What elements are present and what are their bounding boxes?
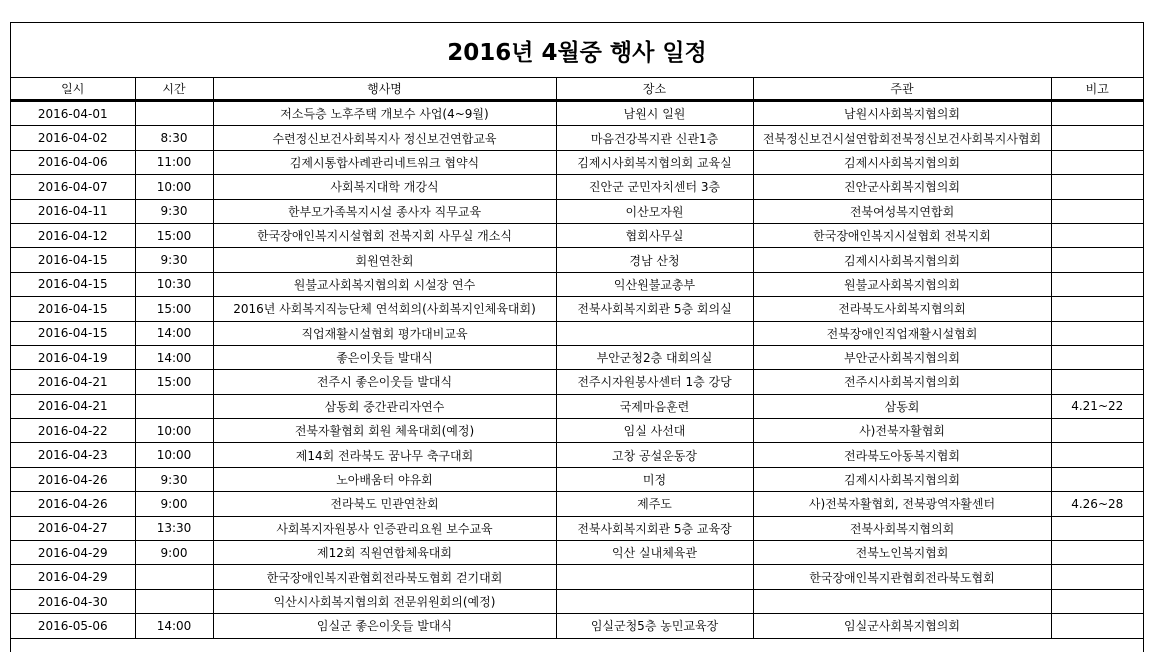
cell-time: 9:30 [135, 248, 213, 272]
cell-event: 익산시사회복지협의회 전문위원회의(예정) [213, 589, 556, 613]
cell-date: 2016-04-12 [11, 223, 135, 247]
table-row [11, 175, 1143, 199]
cell-date: 2016-04-15 [11, 321, 135, 345]
table-row [11, 467, 1143, 491]
cell-date: 2016-04-07 [11, 175, 135, 199]
cell-host: 전북장애인직업재활시설협회 [753, 321, 1051, 345]
cell-place: 경남 산청 [556, 248, 753, 272]
cell-place: 남원시 일원 [556, 101, 753, 126]
cell-note [1051, 419, 1143, 443]
cell-note [1051, 541, 1143, 565]
cell-time: 9:30 [135, 199, 213, 223]
cell-host: 전북정신보건시설연합회전북정신보건사회복지사협회 [753, 126, 1051, 150]
cell-event: 사회복지대학 개강식 [213, 175, 556, 199]
col-header-date: 일시 [11, 78, 135, 101]
cell-event: 전라북도 민관연찬회 [213, 492, 556, 516]
cell-note: 4.21~22 [1051, 394, 1143, 418]
cell-time: 10:00 [135, 419, 213, 443]
cell-host: 삼동회 [753, 394, 1051, 418]
cell-place: 이산모자원 [556, 199, 753, 223]
cell-event: 직업재활시설협회 평가대비교육 [213, 321, 556, 345]
col-header-event: 행사명 [213, 78, 556, 101]
cell-host: 김제시사회복지협의회 [753, 467, 1051, 491]
cell-date: 2016-04-06 [11, 150, 135, 174]
cell-place: 익산 실내체육관 [556, 541, 753, 565]
cell-place: 임실 사선대 [556, 419, 753, 443]
table-row [11, 614, 1143, 638]
col-header-host: 주관 [753, 78, 1051, 101]
cell-date: 2016-04-15 [11, 272, 135, 296]
col-header-time: 시간 [135, 78, 213, 101]
cell-note [1051, 150, 1143, 174]
table-row [11, 199, 1143, 223]
cell-event: 한부모가족복지시설 종사자 직무교육 [213, 199, 556, 223]
cell-time [135, 565, 213, 589]
cell-date: 2016-04-11 [11, 199, 135, 223]
cell-date: 2016-04-29 [11, 565, 135, 589]
cell-host: 전라북도사회복지협의회 [753, 297, 1051, 321]
cell-host: 임실군사회복지협의회 [753, 614, 1051, 638]
cell-event: 제12회 직원연합체육대회 [213, 541, 556, 565]
cell-date: 2016-04-19 [11, 345, 135, 369]
cell-event: 회원연찬회 [213, 248, 556, 272]
cell-host: 김제시사회복지협의회 [753, 248, 1051, 272]
cell-host: 한국장애인복지시설협회 전북지회 [753, 223, 1051, 247]
cell-place: 협회사무실 [556, 223, 753, 247]
cell-place: 제주도 [556, 492, 753, 516]
cell-event: 제14회 전라북도 꿈나무 축구대회 [213, 443, 556, 467]
cell-note [1051, 272, 1143, 296]
cell-event: 삼동회 중간관리자연수 [213, 394, 556, 418]
header-row [11, 78, 1143, 101]
cell-event: 전주시 좋은이웃들 발대식 [213, 370, 556, 394]
table-row [11, 419, 1143, 443]
cell-note: 4.26~28 [1051, 492, 1143, 516]
cell-place [556, 321, 753, 345]
cell-time: 14:00 [135, 614, 213, 638]
cell-note [1051, 565, 1143, 589]
cell-note [1051, 248, 1143, 272]
cell-place: 김제시사회복지협의회 교육실 [556, 150, 753, 174]
col-header-note: 비고 [1051, 78, 1143, 101]
cell-note [1051, 321, 1143, 345]
cell-note [1051, 370, 1143, 394]
cell-event: 좋은이웃들 발대식 [213, 345, 556, 369]
cell-note [1051, 199, 1143, 223]
table-row [11, 150, 1143, 174]
cell-date: 2016-04-26 [11, 467, 135, 491]
table-row [11, 101, 1143, 126]
cell-date: 2016-04-15 [11, 248, 135, 272]
cell-date: 2016-04-15 [11, 297, 135, 321]
cell-time: 13:30 [135, 516, 213, 540]
cell-note [1051, 443, 1143, 467]
cell-host: 전북여성복지연합회 [753, 199, 1051, 223]
cell-host: 전라북도아동복지협회 [753, 443, 1051, 467]
cell-host: 남원시사회복지협의회 [753, 101, 1051, 126]
table-row [11, 394, 1143, 418]
col-header-place: 장소 [556, 78, 753, 101]
cell-host: 진안군사회복지협의회 [753, 175, 1051, 199]
cell-place: 부안군청2층 대회의실 [556, 345, 753, 369]
table-row [11, 516, 1143, 540]
cell-note [1051, 126, 1143, 150]
cell-host: 전북사회복지협의회 [753, 516, 1051, 540]
cell-note [1051, 589, 1143, 613]
cell-note [1051, 175, 1143, 199]
cell-event: 원불교사회복지협의회 시설장 연수 [213, 272, 556, 296]
cell-date: 2016-04-27 [11, 516, 135, 540]
cell-time: 15:00 [135, 223, 213, 247]
table-row [11, 321, 1143, 345]
cell-note [1051, 467, 1143, 491]
cell-date: 2016-04-30 [11, 589, 135, 613]
cell-date: 2016-04-22 [11, 419, 135, 443]
cell-event: 노아배움터 야유회 [213, 467, 556, 491]
cell-place: 전북사회복지회관 5층 회의실 [556, 297, 753, 321]
cell-event: 저소득층 노후주택 개보수 사업(4~9월) [213, 101, 556, 126]
cell-time: 15:00 [135, 370, 213, 394]
schedule-table [11, 78, 1143, 639]
cell-date: 2016-04-23 [11, 443, 135, 467]
cell-note [1051, 297, 1143, 321]
schedule-sheet [10, 22, 1144, 652]
table-row [11, 443, 1143, 467]
cell-event: 사회복지자원봉사 인증관리요원 보수교육 [213, 516, 556, 540]
cell-place: 익산원불교총부 [556, 272, 753, 296]
cell-time: 10:30 [135, 272, 213, 296]
cell-event: 김제시통합사례관리네트워크 협약식 [213, 150, 556, 174]
cell-note [1051, 101, 1143, 126]
cell-time [135, 589, 213, 613]
table-row [11, 345, 1143, 369]
cell-event: 한국장애인복지시설협회 전북지회 사무실 개소식 [213, 223, 556, 247]
cell-host: 김제시사회복지협의회 [753, 150, 1051, 174]
table-row [11, 565, 1143, 589]
table-row [11, 492, 1143, 516]
cell-date: 2016-05-06 [11, 614, 135, 638]
cell-time: 15:00 [135, 297, 213, 321]
cell-place: 진안군 군민자치센터 3층 [556, 175, 753, 199]
cell-place: 미정 [556, 467, 753, 491]
cell-host: 부안군사회복지협의회 [753, 345, 1051, 369]
cell-place: 임실군청5층 농민교육장 [556, 614, 753, 638]
cell-host: 전주시사회복지협의회 [753, 370, 1051, 394]
cell-note [1051, 614, 1143, 638]
cell-time: 10:00 [135, 175, 213, 199]
cell-time [135, 101, 213, 126]
cell-host: 사)전북자활협회 [753, 419, 1051, 443]
cell-host: 사)전북자활협회, 전북광역자활센터 [753, 492, 1051, 516]
cell-place: 고창 공설운동장 [556, 443, 753, 467]
cell-date: 2016-04-02 [11, 126, 135, 150]
cell-event: 한국장애인복지관협회전라북도협회 걷기대회 [213, 565, 556, 589]
cell-place [556, 565, 753, 589]
cell-time: 9:00 [135, 492, 213, 516]
cell-date: 2016-04-26 [11, 492, 135, 516]
cell-date: 2016-04-21 [11, 370, 135, 394]
cell-time: 10:00 [135, 443, 213, 467]
table-row [11, 248, 1143, 272]
cell-time: 14:00 [135, 321, 213, 345]
cell-time: 8:30 [135, 126, 213, 150]
cell-event: 임실군 좋은이웃들 발대식 [213, 614, 556, 638]
cell-place [556, 589, 753, 613]
cell-event: 수련정신보건사회복지사 정신보건연합교육 [213, 126, 556, 150]
cell-date: 2016-04-01 [11, 101, 135, 126]
cell-note [1051, 516, 1143, 540]
cell-time: 9:00 [135, 541, 213, 565]
cell-time: 9:30 [135, 467, 213, 491]
cell-place: 마음건강복지관 신관1층 [556, 126, 753, 150]
table-row [11, 541, 1143, 565]
cell-event: 전북자활협회 회원 체육대회(예정) [213, 419, 556, 443]
cell-host: 원불교사회복지협의회 [753, 272, 1051, 296]
table-row [11, 297, 1143, 321]
cell-host: 전북노인복지협회 [753, 541, 1051, 565]
cell-place: 국제마음훈련 [556, 394, 753, 418]
cell-host [753, 589, 1051, 613]
cell-time: 14:00 [135, 345, 213, 369]
cell-time [135, 394, 213, 418]
cell-time: 11:00 [135, 150, 213, 174]
table-row [11, 272, 1143, 296]
cell-place: 전주시자원봉사센터 1층 강당 [556, 370, 753, 394]
cell-date: 2016-04-29 [11, 541, 135, 565]
cell-note [1051, 223, 1143, 247]
cell-event: 2016년 사회복지직능단체 연석회의(사회복지인체육대회) [213, 297, 556, 321]
cell-date: 2016-04-21 [11, 394, 135, 418]
cell-note [1051, 345, 1143, 369]
table-row [11, 589, 1143, 613]
cell-place: 전북사회복지회관 5층 교육장 [556, 516, 753, 540]
cell-host: 한국장애인복지관협회전라북도협회 [753, 565, 1051, 589]
table-row [11, 223, 1143, 247]
table-row [11, 370, 1143, 394]
table-row [11, 126, 1143, 150]
page-title: 2016년 4월중 행사 일정 [11, 23, 1143, 78]
